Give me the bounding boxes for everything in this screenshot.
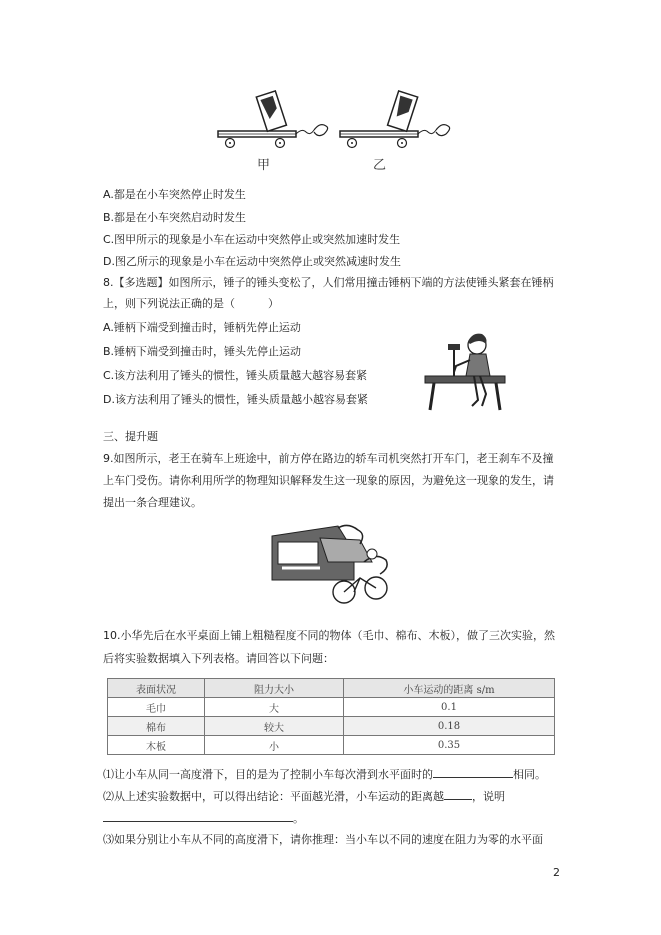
- table-cell: 0.1: [344, 698, 555, 717]
- answer-blank-2[interactable]: [444, 789, 472, 800]
- table-row: [108, 717, 555, 736]
- table-cell: 毛巾: [108, 698, 205, 717]
- q8-stem-line1: 8.【多选题】如图所示，锤子的锤头变松了，人们常用撞击锤柄下端的方法使锤头紧套在锤柄: [103, 276, 554, 289]
- table-cell: 较大: [205, 717, 344, 736]
- q7-option-c: C.图甲所示的现象是小车在运动中突然停止或突然加速时发生: [103, 233, 401, 246]
- table-cell: 棉布: [108, 717, 205, 736]
- q10-sub1-text: ⑴让小车从同一高度滑下，目的是为了控制小车每次滑到水平面时的: [103, 768, 433, 781]
- q9-stem-line3: 提出一条合理建议。: [103, 496, 202, 509]
- hammer-figure: [420, 330, 510, 412]
- table-header: 阻力大小: [205, 679, 344, 698]
- figure-label-yi: 乙: [373, 158, 387, 173]
- q10-sub2-text: ⑵从上述实验数据中，可以得出结论：平面越光滑，小车运动的距离越: [103, 790, 444, 803]
- q8-option-a: A.锤柄下端受到撞击时，锤柄先停止运动: [103, 321, 301, 334]
- answer-blank-1[interactable]: [433, 767, 513, 778]
- table-cell: 0.35: [344, 736, 555, 755]
- table-row: [108, 736, 555, 755]
- q10-sub2: [103, 789, 505, 804]
- experiment-table: [107, 678, 555, 755]
- table-cell: 小: [205, 736, 344, 755]
- car-door-figure: [268, 522, 398, 610]
- q8-option-c: C.该方法利用了锤头的惯性，锤头质量越大越容易套紧: [103, 369, 368, 382]
- table-header: 小车运动的距离 s/m: [344, 679, 555, 698]
- q7-option-d: D.图乙所示的现象是小车在运动中突然停止或突然减速时发生: [103, 255, 401, 268]
- table-row: [108, 698, 555, 717]
- q8-stem-line2: 上，则下列说法正确的是（ ）: [103, 297, 279, 310]
- table-cell: 大: [205, 698, 344, 717]
- cart-left: [218, 91, 328, 148]
- q8-option-b: B.锤柄下端受到撞击时，锤头先停止运动: [103, 345, 302, 358]
- cart-figure: [210, 88, 460, 178]
- q10-sub1: [103, 767, 546, 782]
- figure-label-jia: 甲: [257, 158, 271, 173]
- q8-option-d: D.该方法利用了锤头的惯性，锤头质量越小越容易套紧: [103, 393, 368, 406]
- table-header-row: [108, 679, 555, 698]
- q9-stem-line1: 9.如图所示，老王在骑车上班途中，前方停在路边的轿车司机突然打开车门，老王刹车不及撞: [103, 452, 554, 465]
- q10-sub2-end: 。: [293, 812, 304, 825]
- table-header: 表面状况: [108, 679, 205, 698]
- q10-stem-line2: 后将实验数据填入下列表格。请回答以下问题：: [103, 652, 334, 665]
- q10-sub2-cont: [103, 811, 304, 826]
- cart-right: [340, 91, 450, 148]
- table-cell: 木板: [108, 736, 205, 755]
- q10-sub2-tail: ，说明: [472, 790, 505, 803]
- section-title: 三、提升题: [103, 430, 158, 443]
- q10-sub3: ⑶如果分别让小车从不同的高度滑下，请你推理：当小车以不同的速度在阻力为零的水平面: [103, 833, 543, 846]
- page-number: 2: [553, 866, 560, 879]
- q7-option-a: A.都是在小车突然停止时发生: [103, 188, 246, 201]
- table-cell: 0.18: [344, 717, 555, 736]
- q7-option-b: B.都是在小车突然启动时发生: [103, 211, 247, 224]
- q10-sub1-tail: 相同。: [513, 768, 546, 781]
- q10-stem-line1: 10.小华先后在水平桌面上铺上粗糙程度不同的物体（毛巾、棉布、木板），做了三次实验，然: [103, 629, 555, 642]
- q9-stem-line2: 上车门受伤。请你利用所学的物理知识解释发生这一现象的原因，为避免这一现象的发生，请: [103, 474, 554, 487]
- answer-blank-3[interactable]: [103, 811, 293, 822]
